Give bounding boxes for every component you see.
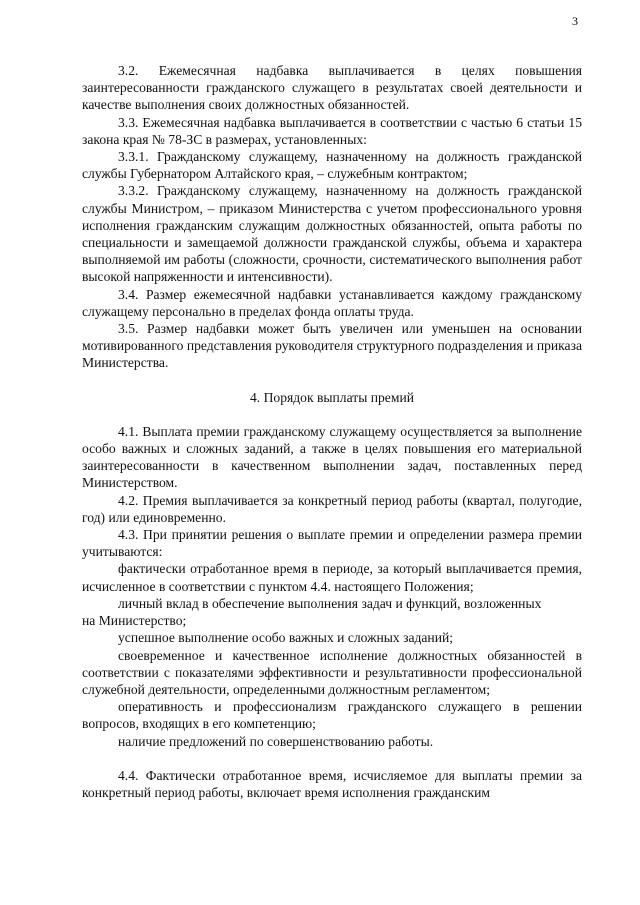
spacer	[82, 372, 582, 389]
paragraph-4-4: 4.4. Фактически отработанное время, исчисляемое для выплаты премии за конкретный период работы, включает время исполнения гражданским	[82, 767, 582, 800]
document-body	[82, 62, 582, 801]
page-number: 3	[572, 14, 578, 28]
list-item: фактически отработанное время в периоде, за который выплачивается премия, исчисленное в соответствии с пунктом 4.4. настоящего Положения;	[82, 561, 582, 594]
list-item: оперативность и профессионализм гражданского служащего в решении вопросов, входящих в его компетенцию;	[82, 699, 582, 732]
list-item-continuation: на Министерство;	[82, 613, 187, 629]
paragraph-3-2: 3.2. Ежемесячная надбавка выплачивается в целях повышения заинтересованности гражданского служащего в результатах своей деятельности и качестве выполнения своих должностных обязанностей.	[82, 63, 582, 113]
spacer	[82, 406, 582, 423]
spacer	[82, 750, 582, 767]
paragraph-3-3-2: 3.3.2. Гражданскому служащему, назначенному на должность гражданской службы Министром, – приказом Министерства с учетом профессионального уровня исполнения гражданским служащим должностных обязанностей, опыта работы по специальности и замещаемой должности гражданской службы, объема и характера выполняемой им работы (сложности, срочности, систематического выполнения работ высокой напряженности и интенсивности).	[82, 183, 582, 285]
paragraph-4-1: 4.1. Выплата премии гражданскому служащему осуществляется за выполнение особо важных и сложных заданий, а также в целях повышения его материальной заинтересованности в качественном выполнении задач, поставленных перед Министерством.	[82, 423, 582, 491]
paragraph-3-5: 3.5. Размер надбавки может быть увеличен или уменьшен на основании мотивированного представления руководителя структурного подразделения и приказа Министерства.	[82, 321, 582, 371]
list-item: наличие предложений по совершенствованию работы.	[118, 733, 434, 749]
paragraph-4-2: 4.2. Премия выплачивается за конкретный период работы (квартал, полугодие, год) или единовременно.	[82, 492, 582, 525]
paragraph-3-4: 3.4. Размер ежемесячной надбавки устанавливается каждому гражданскому служащему персонально в пределах фонда оплаты труда.	[82, 286, 582, 319]
list-item: личный вклад в обеспечение выполнения задач и функций, возложенных	[118, 595, 542, 611]
paragraph-4-3: 4.3. При принятии решения о выплате премии и определении размера премии учитываются:	[82, 527, 582, 560]
list-item: своевременное и качественное исполнение должностных обязанностей в соответствии с показателями эффективности и результативности профессиональной служебной деятельности, определенными должностным регламентом;	[82, 647, 582, 697]
list-item: успешное выполнение особо важных и сложных заданий;	[118, 630, 454, 646]
paragraph-3-3-1: 3.3.1. Гражданскому служащему, назначенному на должность гражданской службы Губернатором Алтайского края, – служебным контрактом;	[82, 149, 582, 182]
section-heading: 4. Порядок выплаты премий	[250, 389, 414, 405]
paragraph-3-3: 3.3. Ежемесячная надбавка выплачивается в соответствии с частью 6 статьи 15 закона края № 78-ЗС в размерах, установленных:	[82, 114, 582, 147]
